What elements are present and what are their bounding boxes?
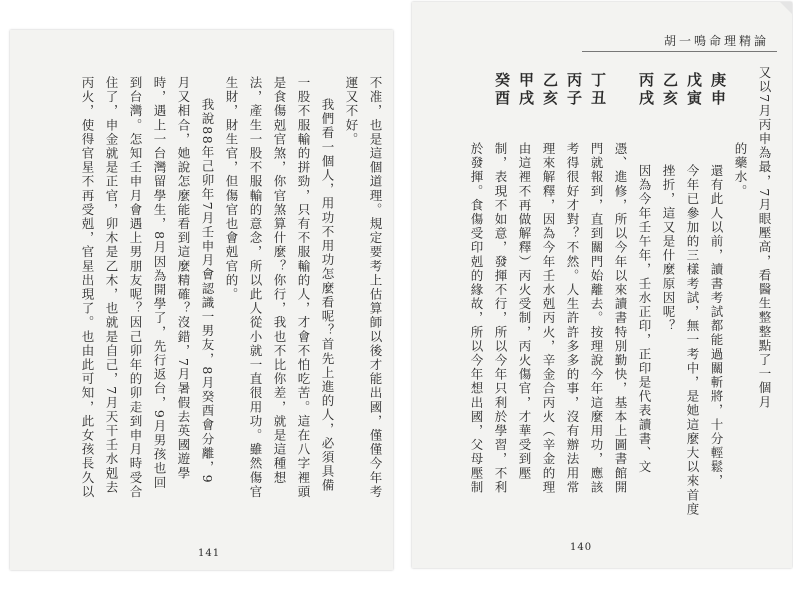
chart-pillar: 丁丑 (589, 72, 607, 108)
page-number: 140 (570, 542, 593, 553)
text-column: 憑、進修，所以今年以來讀書特別勤快，基本上圖書館開 (613, 142, 628, 495)
page-fold-icon (780, 2, 792, 14)
text-column: 月又相合，她說怎麼能看到這麼精確？沒錯，7月暑假去英國遊學 (176, 76, 191, 481)
text-column: 又以7月丙申為最，7月眼壓高，看醫生整整點了一個月 (757, 66, 772, 410)
text-column: 於發揮。食傷受印剋的緣故，所以今年想出國，父母壓制 (469, 142, 484, 495)
chart-pillar: 丙子 (565, 72, 583, 108)
chart-pillar: 丙戌 (637, 72, 655, 108)
text-column: 挫折，這又是什麼原因呢？ (661, 164, 676, 334)
text-column: 門就報到，直到關門始離去。按理說今年這麼用功，應該 (589, 142, 604, 495)
chart-pillar: 乙亥 (661, 72, 679, 108)
text-column: 考得很好才對？不然。人生許許多多的事，沒有辦法用常 (565, 142, 580, 495)
left-page (10, 30, 393, 570)
text-column: 生財，財生官，但傷官也會剋官的。 (224, 76, 239, 302)
chart-pillar: 癸酉 (493, 72, 511, 108)
text-column: 還有此人以前，讀書考試都能過關斬將，十分輕鬆， (709, 164, 724, 489)
text-column: 一股不服輸的拼勁，只有不服輸的人，才會不怕吃苦。這在八字裡頭 (296, 76, 311, 499)
running-title: 胡一鳴命理精論 (664, 34, 770, 48)
chart-pillar: 甲戌 (517, 72, 535, 108)
text-column: 的藥水。 (733, 142, 748, 199)
chart-pillar: 戊寅 (685, 72, 703, 108)
text-column: 丙火，使得官星不再受剋，官星出現了。也由此可知，此女孩長久以 (80, 76, 95, 499)
text-column: 是食傷剋官煞，你官煞算什麼？你行，我也不比你差，就是這種想 (272, 76, 287, 485)
text-column: 理來解釋，因為今年壬水剋丙火，辛金合丙火（辛金的理 (541, 142, 556, 495)
text-column: 因為今年壬午年，壬水正印，正印是代表讀書、文 (637, 164, 652, 475)
text-column: 不准，也是這個道理。規定要考上估算師以後才能出國，僅僅今年考 (368, 76, 383, 499)
text-column: 法，產生一股不服輸的意念，所以此人從小就一直很用功。雖然傷官 (248, 76, 263, 499)
chart-pillar: 庚申 (709, 72, 727, 108)
text-column: 今年已參加的三樣考試，無一考中，是她這麼大以來首度 (685, 164, 700, 517)
header-rule (582, 51, 777, 52)
text-column: 由這裡不再做解釋）丙火受制，丙火傷官，才華受到壓 (517, 142, 532, 481)
text-column: 運又不好。 (344, 76, 359, 147)
page-number: 141 (198, 548, 221, 559)
text-column: 時，遇上一台灣留學生，8月因為開學了，先行返台，9月男孩也回 (152, 76, 167, 490)
text-column: 到台灣。怎知壬申月會遇上男朋友呢？因己卯年的卯走到申月時受合 (128, 76, 143, 499)
right-page (412, 2, 792, 568)
text-column: 住了，申金就是正官，卯木是乙木，也就是自己，7月天干壬水剋去 (104, 76, 119, 495)
text-column: 我說88年己卯年7月壬申月會認識一男友，8月癸酉會分離，9 (200, 98, 215, 485)
text-column: 我們看一個人，用功不用功怎麼看呢？首先上進的人，必須具備 (320, 98, 335, 493)
chart-pillar: 乙亥 (541, 72, 559, 108)
text-column: 制，表現不如意，發揮不行，所以今年只利於學習，不利 (493, 142, 508, 495)
